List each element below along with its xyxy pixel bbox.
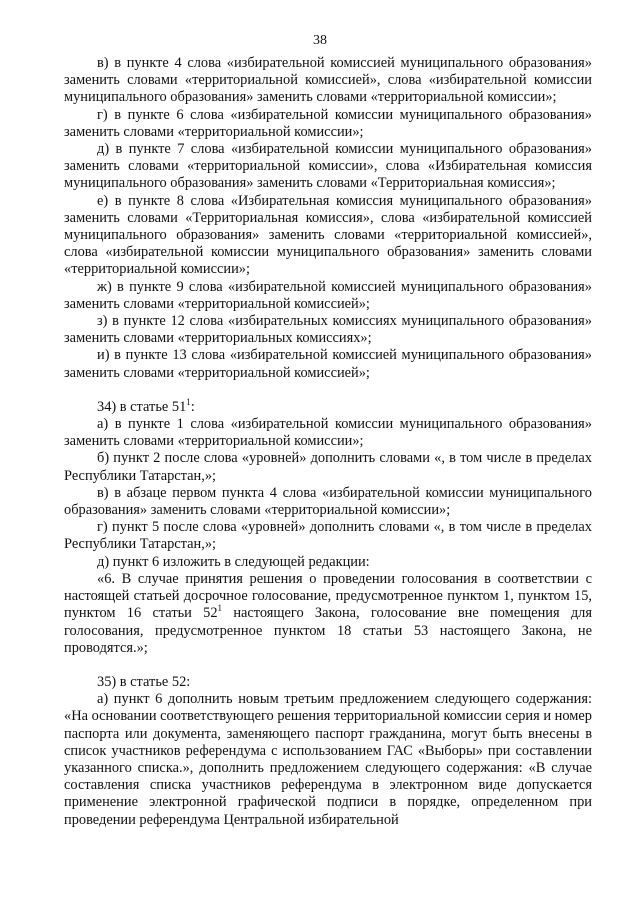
- paragraph: г) в пункте 6 слова «избирательной комиссии муниципального образования» заменить словами «территориальной комиссии»;: [64, 106, 592, 140]
- paragraph: г) пункт 5 после слова «уровней» дополнить словами «, в том числе в пределах Республики Татарстан,»;: [64, 519, 592, 553]
- paragraph: в) в абзаце первом пункта 4 слова «избирательной комиссии муниципального образования» заменить словами «территориальной комиссии»;: [64, 484, 592, 519]
- paragraph: 34) в статье $51^1$:: [97, 397, 195, 415]
- paragraph: в) в пункте 4 слова «избирательной комиссией муниципального образования» заменить словами «территориальной комиссией», слова «избирательной комиссии муниципального образования» заменить словами «территориальной комиссии»;: [64, 55, 592, 106]
- paragraph: д) пункт 6 изложить в следующей редакции:: [97, 553, 370, 570]
- paragraph: и) в пункте 13 слова «избирательной комиссией муниципального образования» заменить словами «территориальной комиссией»;: [64, 347, 592, 381]
- paragraph: б) пункт 2 после слова «уровней» дополнить словами «, в том числе в пределах Республики Татарстан,»;: [64, 450, 592, 484]
- paragraph: ж) в пункте 9 слова «избирательной комиссией муниципального образования» заменить словами «территориальной комиссией»;: [64, 278, 592, 312]
- paragraph: 35) в статье 52:: [97, 673, 191, 690]
- document-body: [64, 55, 592, 829]
- paragraph-spacer: [64, 382, 592, 399]
- page-number: 38: [313, 33, 327, 48]
- paragraph: е) в пункте 8 слова «Избирательная комиссия муниципального образования» заменить словами «Территориальная комиссия», слова «избирательной комиссией муниципального образования» заменить словами «территориальной комиссией», слова «избирательной комиссии муниципального образования» заменить словами «территориальной комиссии»;: [64, 192, 592, 278]
- paragraph: а) пункт 6 дополнить новым третьим предложением следующего содержания: «На основании соответствующего решения территориальной комиссии серия и номер паспорта или документа, заменяющего паспорт гражданина, могут быть внесены в список участников референдума с использованием ГАС «Выборы» при составлении указанного списка.», дополнить предложением следующего содержания: «В случае составления списка участников референдума в электронном виде допускается применение электронной графической подписи в порядке, определенном при проведении референдума Центральной избирательной: [64, 691, 592, 828]
- paragraph: «6. В случае принятия решения о проведении голосования в соответствии с настоящей статьей досрочное голосование, предусмотренное пунктом 1, пунктом 15, пунктом 16 статьи $52^1$ настоящего Закона, голосование вне помещения для голосования, предусмотренное пунктом 18 статьи 53 настоящего Закона, не проводятся.»;: [64, 570, 592, 656]
- paragraph-spacer: [64, 657, 592, 674]
- paragraph: д) в пункте 7 слова «избирательной комиссии муниципального образования» заменить словами «территориальной комиссии», слова «Избирательная комиссия муниципального образования» заменить словами «Территориальная комиссия»;: [64, 141, 592, 192]
- paragraph: а) в пункте 1 слова «избирательной комиссии муниципального образования» заменить словами «территориальной комиссии»;: [64, 416, 592, 450]
- superscript: 1: [217, 603, 223, 614]
- superscript: 1: [186, 397, 191, 408]
- paragraph: з) в пункте 12 слова «избирательных комиссиях муниципального образования» заменить словами «территориальных комиссиях»;: [64, 313, 592, 347]
